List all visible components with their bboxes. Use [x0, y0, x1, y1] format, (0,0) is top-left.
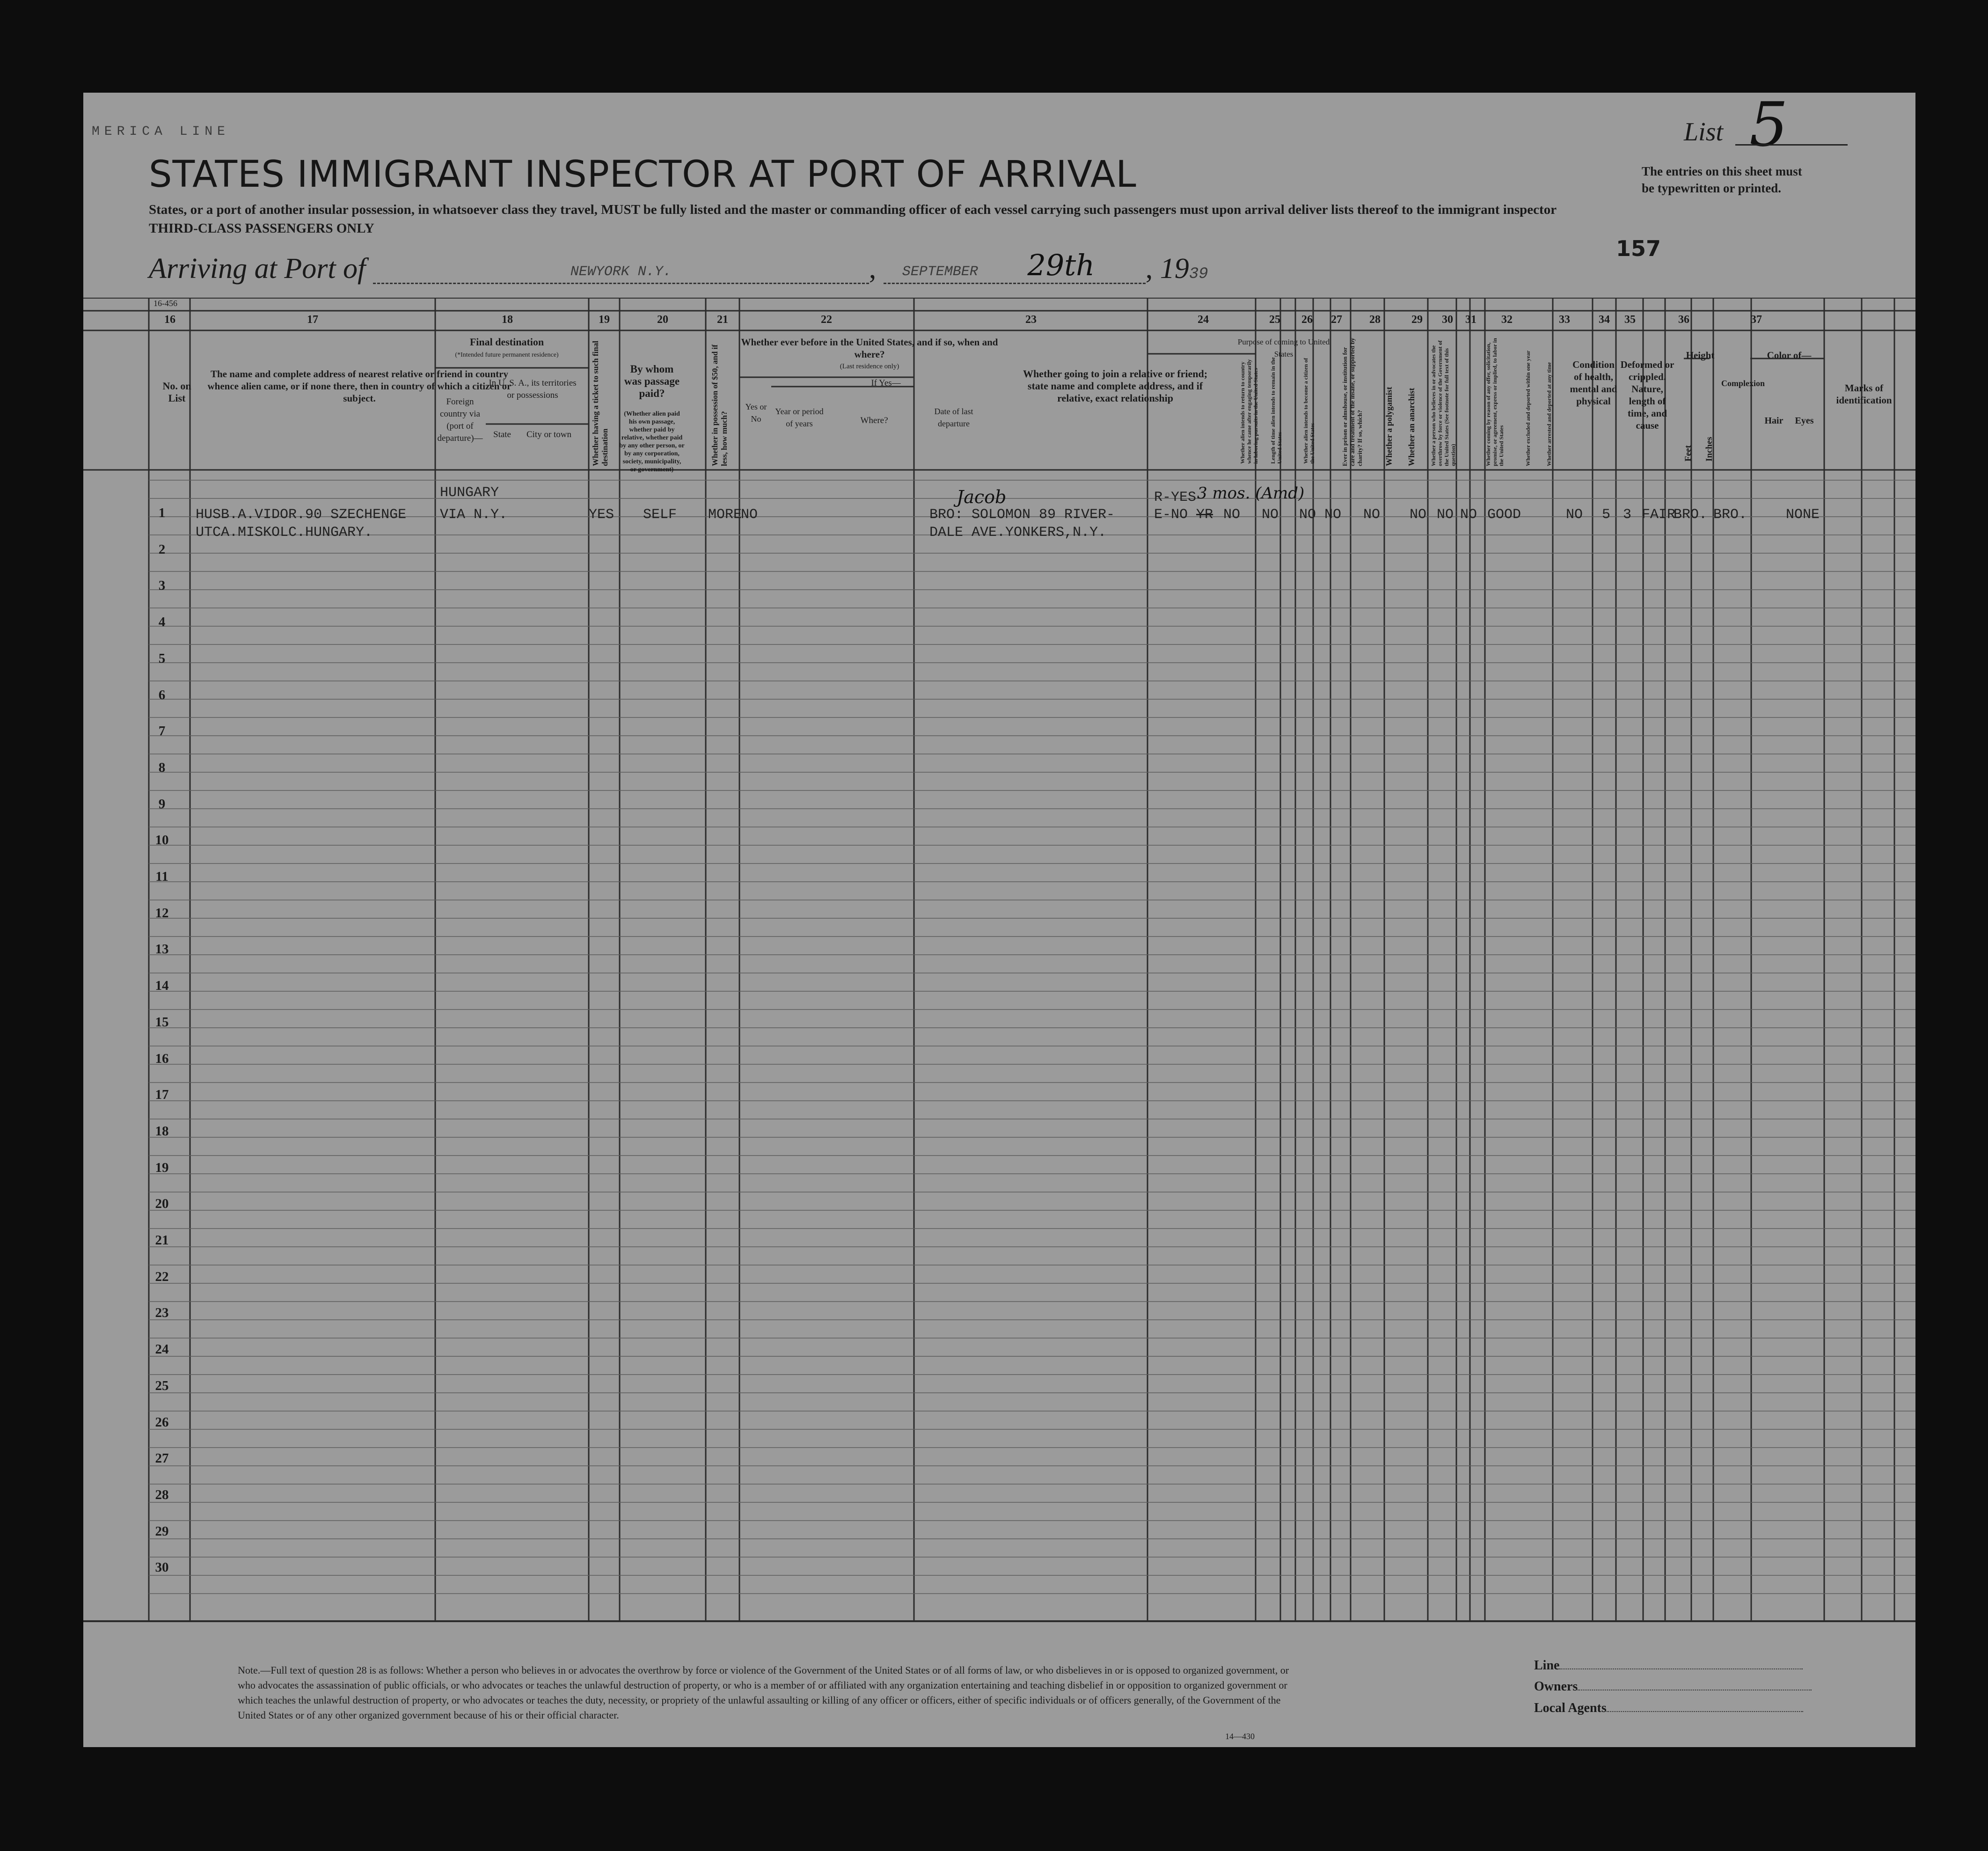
header-color: Color of—: [1767, 350, 1812, 361]
column-number: 29: [1411, 314, 1423, 326]
page-title: STATES IMMIGRANT INSPECTOR AT PORT OF ARRIVAL: [149, 154, 1137, 196]
list-number-box: [1684, 89, 1788, 160]
header-excluded: Whether excluded and deported within one year: [1525, 350, 1531, 466]
column-number: 19: [599, 314, 610, 326]
row-number: 20: [155, 1196, 169, 1212]
complexion-value: FAIR: [1642, 507, 1676, 523]
header-paid-by-sub: (Whether alien paid his own passage, whether paid by relative, whether paid by any other person, or by any corporation, society, municipality, or government): [619, 410, 685, 473]
column-number: 33: [1559, 314, 1570, 326]
header-feet: Feet: [1683, 445, 1693, 461]
row-number: 14: [155, 978, 169, 994]
header-final-destination-sub: (*Intended future permanent residence): [455, 351, 559, 358]
header-before-in-us: Whether ever before in the United States, and if so, when and where?: [741, 337, 998, 360]
column-number: 30: [1442, 314, 1453, 326]
relative-address-line1: HUSB.A.VIDOR.90 SZECHENGE: [196, 507, 407, 523]
row-number: 16: [155, 1051, 169, 1066]
column-number: 34: [1599, 314, 1610, 326]
header-complexion: Complexion: [1721, 379, 1765, 388]
column-number: 25: [1269, 314, 1280, 326]
row-number: 13: [155, 942, 169, 957]
row-number: 22: [155, 1269, 169, 1284]
column-number: 32: [1501, 314, 1513, 326]
header-no-on-list: No. on List: [162, 380, 191, 404]
row-number: 19: [155, 1160, 169, 1175]
eyes-value: BRO.: [1713, 507, 1747, 523]
header-paid-by: By whom was passage paid?: [624, 363, 680, 399]
header-if-yes: If Yes—: [871, 378, 901, 388]
row-number: 30: [155, 1560, 169, 1575]
row-number: 8: [158, 760, 166, 775]
overthrow-value: NO: [1363, 507, 1381, 523]
header-where: Where?: [860, 416, 888, 425]
header-before-in-us-sub: (Last residence only): [840, 363, 899, 370]
column-number: 37: [1751, 314, 1762, 326]
header-in-usa: In U. S. A., its territories or possessions: [489, 378, 577, 400]
column-number: 26: [1301, 314, 1313, 326]
header-deformed: Deformed or crippled. Nature, length of time, and cause: [1620, 359, 1674, 431]
agents-label: Local Agents: [1534, 1701, 1607, 1715]
header-state: State: [493, 430, 511, 439]
row-number: 28: [155, 1487, 169, 1502]
typewritten-note-line2: be typewritten or printed.: [1642, 181, 1781, 195]
row-number: 10: [155, 833, 169, 848]
via-port: VIA N.Y.: [440, 507, 508, 523]
row-number: 7: [158, 724, 166, 739]
header-polygamist: Whether a polygamist: [1384, 387, 1394, 466]
ticket-value: YES: [589, 507, 614, 523]
class-line: THIRD-CLASS PASSENGERS ONLY: [149, 221, 374, 236]
header-labor-offer: Whether coming by reason of any offer, solicitation, promise, or agreement, express or implied, to labor in the United States: [1485, 338, 1505, 466]
row-number: 15: [155, 1014, 169, 1030]
row-number: 27: [155, 1451, 169, 1466]
arriving-line: Arriving at Port of NEWYORK N.Y. , SEPTEMBER 29th , 1939: [149, 248, 1208, 285]
row-number: 25: [155, 1378, 169, 1393]
instruction-text: States, or a port of another insular possession, in whatsoever class they travel, MUST be fully listed and the master or commanding officer of each vessel carrying such passengers must upon arrival deliver lists thereof to the immigrant inspector: [149, 202, 1557, 217]
header-anarchist: Whether an anarchist: [1407, 388, 1416, 466]
column-number: 24: [1198, 314, 1209, 326]
anarchist-value: NO: [1324, 507, 1342, 523]
header-yes-no: Yes or No: [745, 402, 767, 424]
header-height: Height: [1686, 350, 1715, 361]
row-number: 3: [158, 578, 166, 593]
labor-offer-value: NO: [1410, 507, 1427, 523]
prison-value: NO: [1262, 507, 1279, 523]
owners-label: Owners: [1534, 1679, 1578, 1694]
header-prison: Ever in prison or almshouse, or institution for care and treatment of the insane, or supported by charity? If so, which?: [1341, 337, 1363, 466]
row-number: 1: [158, 505, 166, 520]
row-number: 17: [155, 1087, 169, 1103]
year-suffix: 39: [1189, 265, 1208, 283]
row-number: 2: [158, 541, 166, 557]
height-inches: 3: [1623, 507, 1632, 523]
typewritten-note-line1: The entries on this sheet must: [1642, 164, 1802, 178]
agents-signature: [1534, 1701, 1803, 1716]
column-number: 23: [1025, 314, 1037, 326]
column-number: 28: [1369, 314, 1381, 326]
port-value: NEWYORK N.Y.: [570, 264, 672, 280]
header-date-departure: Date of last departure: [934, 407, 973, 428]
health-value: GOOD: [1487, 507, 1521, 523]
row-number: 21: [155, 1233, 169, 1248]
header-purpose-length: Length of time alien intends to remain in the United States: [1270, 357, 1283, 464]
header-final-destination: Final destination: [469, 336, 544, 348]
column-number: 36: [1678, 314, 1689, 326]
column-number: 21: [717, 314, 728, 326]
year-prefix: 19: [1160, 253, 1189, 285]
column-number: 35: [1624, 314, 1636, 326]
polygamist-value: NO: [1299, 507, 1316, 523]
column-number: 27: [1331, 314, 1342, 326]
day-value: 29th: [1027, 248, 1095, 282]
list-label: List: [1684, 117, 1724, 146]
header-health: Condition of health, mental and physical: [1570, 359, 1617, 407]
header-purpose-return: Whether alien intends to return to country whence he came after engaging temporarily in laboring pursuits in the United States: [1239, 359, 1259, 464]
header-arrested: Whether arrested and deported at any time: [1546, 362, 1552, 466]
citizen-value: NO: [1223, 507, 1241, 523]
arriving-label: Arriving at Port of: [149, 253, 366, 285]
excluded-value: NO: [1437, 507, 1454, 523]
hair-value: BRO.: [1674, 507, 1708, 523]
row-number: 23: [155, 1305, 169, 1321]
purpose-citizen: E-NO: [1154, 507, 1188, 523]
relative-address-line2: UTCA.MISKOLC.HUNGARY.: [196, 525, 373, 541]
header-purpose: Purpose of coming to United States: [1237, 337, 1330, 358]
column-number: 16: [164, 314, 175, 326]
footnote: Note.—Full text of question 28 is as follows: Whether a person who believes in or advocates the overthrow by force or violence of the Government of the United States or of all forms of law, or who disbelieves in or is opposed to organized government, or who advocates the assassination of public officials, or who advocates or teaches the unlawful destruction of property, or who is a member of or affiliated with any organization entertaining and teaching disbelief in or opposition to organized government or which teaches the unlawful destruction of property, or who advocates or teaches the duty, necessity, or propriety of the unlawful assaulting or killing of any officer or officers, either of specific individuals or of officers generally, of the Government of the United States or of any other organized government because of his or their official character.: [238, 1664, 1289, 1721]
line-signature: [1534, 1658, 1803, 1673]
stamp-number: 157: [1616, 236, 1661, 261]
row-number: 18: [155, 1123, 169, 1139]
row-number: 29: [155, 1523, 169, 1539]
column-marker: 16-456: [153, 299, 177, 308]
header-ticket: Whether having a ticket to such final destination: [591, 341, 609, 466]
column-number: 22: [821, 314, 832, 326]
header-inches: Inches: [1704, 437, 1714, 461]
row-number: 11: [155, 869, 168, 884]
purpose-return: R-YES: [1154, 490, 1197, 505]
header-money: Whether in possession of $50, and if less, how much?: [710, 344, 729, 466]
arrested-value: NO: [1460, 507, 1477, 523]
typewritten-note: [1642, 163, 1802, 197]
header-relative: The name and complete address of nearest relative or friend in country whence alien came, or if none there, then in country of which a citizen or subject.: [207, 368, 512, 404]
line-label: Line: [1534, 1658, 1560, 1673]
row-number: 4: [158, 615, 166, 630]
join-relative-handwritten: Jacob: [957, 487, 1007, 507]
deformed-value: NO: [1566, 507, 1583, 523]
manifest-table: [83, 298, 1915, 1627]
owners-signature: [1534, 1679, 1812, 1694]
list-number: 5: [1749, 89, 1788, 160]
paid-by-value: SELF: [643, 507, 677, 523]
header-join-relative: Whether going to join a relative or friend; state name and complete address, and if relative, exact relationship: [1023, 368, 1208, 404]
header-city: City or town: [526, 430, 572, 439]
header-purpose-citizen: Whether alien intends to become a citizen of the United States: [1302, 358, 1316, 464]
join-relative-line1: BRO: SOLOMON 89 RIVER-: [929, 507, 1115, 523]
column-number: 20: [657, 314, 668, 326]
row-number: 5: [158, 651, 166, 666]
header-foreign-country: Foreign country via (port of departure)—: [437, 397, 483, 443]
line-tag: MERICA LINE: [92, 124, 230, 139]
row-number: 12: [155, 905, 169, 921]
before-in-us-value: NO: [741, 507, 758, 523]
header-marks: Marks of identification: [1836, 382, 1892, 406]
length-stay: YR: [1196, 507, 1213, 523]
header-overthrow: Whether a person who believes in or advocates the overthrow by force or violence of the Government of the United States (See footnote for full text of this question): [1430, 340, 1456, 466]
column-number: 17: [307, 314, 318, 326]
length-stay-handwritten: 3 mos. (Amd): [1197, 484, 1305, 503]
row-number: 6: [158, 687, 166, 702]
header-eyes: Eyes: [1795, 416, 1814, 426]
manifest-sheet: [83, 89, 1915, 1747]
row-number: 9: [158, 796, 166, 812]
row-number: 26: [155, 1414, 169, 1430]
marks-value: NONE: [1786, 507, 1820, 523]
header-hair: Hair: [1764, 416, 1783, 426]
month-value: SEPTEMBER: [902, 264, 978, 280]
header-year: Year or period of years: [775, 407, 824, 428]
column-number: 18: [502, 314, 513, 326]
column-number: 31: [1465, 314, 1476, 326]
join-relative-line2: DALE AVE.YONKERS,N.Y.: [929, 525, 1107, 541]
money-value: MORE: [708, 507, 742, 523]
row-number: 24: [155, 1342, 169, 1357]
foreign-country: HUNGARY: [440, 485, 499, 501]
height-feet: 5: [1602, 507, 1611, 523]
form-code: 14—430: [1225, 1732, 1255, 1741]
